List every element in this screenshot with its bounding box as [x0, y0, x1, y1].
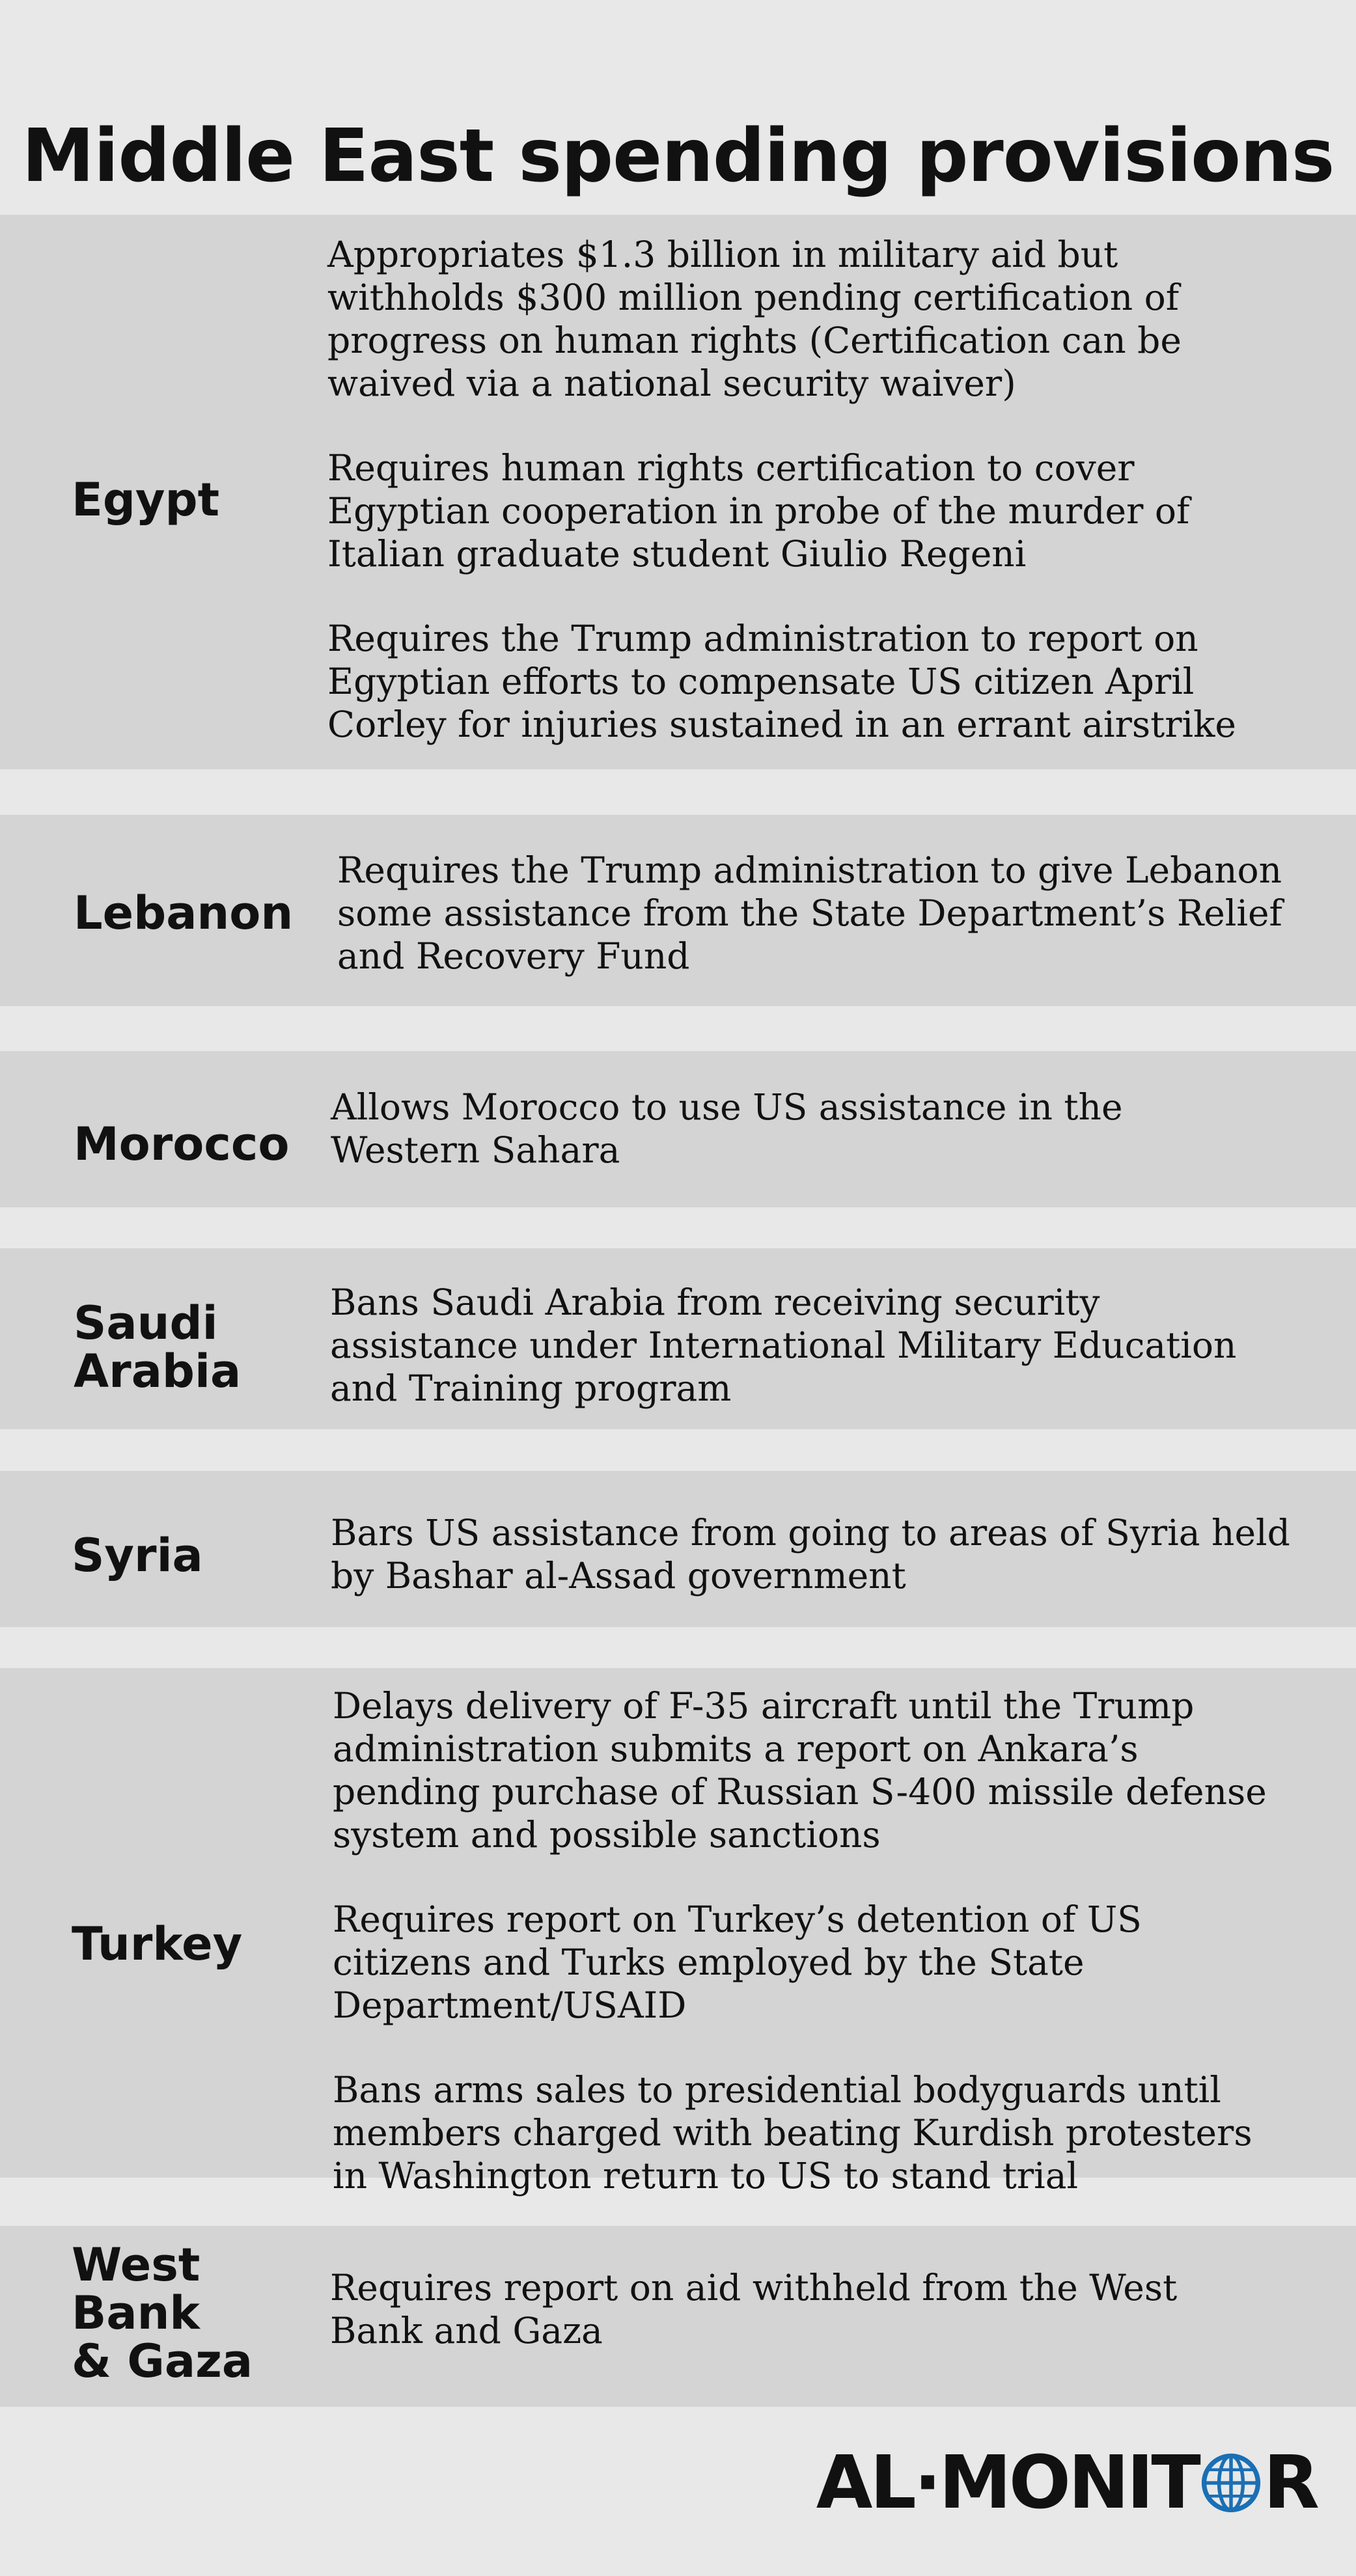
provision-item: Requires the Trump administration to give Lebanon some assistance from the State Department’s Relief and Recovery Fund	[337, 849, 1282, 977]
country-label: West Bank & Gaza	[72, 2238, 253, 2388]
globe-icon	[1201, 2453, 1261, 2513]
provision-item: Requires the Trump administration to report on Egyptian efforts to compensate US citizen April Corley for injuries sustained in an errant airstrike	[327, 618, 1236, 745]
provision-list	[330, 1281, 1280, 1410]
provision-item: Allows Morocco to use US assistance in the Western Sahara	[331, 1086, 1123, 1171]
provision-item: Requires report on Turkey’s detention of US citizens and Turks employed by the State Department/USAID	[333, 1898, 1142, 2026]
provision-item: Requires report on aid withheld from the West Bank and Gaza	[330, 2267, 1178, 2351]
logo-text-left: AL·MONIT	[816, 2441, 1198, 2525]
provision-list	[331, 1086, 1242, 1172]
country-label: Egypt	[72, 473, 220, 527]
country-label: Lebanon	[74, 886, 294, 940]
provision-list	[333, 1684, 1283, 2197]
provision-list	[330, 2266, 1254, 2352]
page-title: Middle East spending provisions	[21, 114, 1335, 199]
provision-item: Requires human rights certification to cover Egyptian cooperation in probe of the murder of Italian graduate student Giulio Regeni	[327, 447, 1190, 575]
logo-text-right: R	[1263, 2441, 1317, 2525]
provision-item: Delays delivery of F-35 aircraft until the Trump administration submits a report on Ankara’s pending purchase of Russian S-400 missile defense system and possible sanctions	[333, 1685, 1267, 1856]
provision-list	[337, 849, 1301, 978]
country-label: Morocco	[74, 1117, 290, 1171]
provision-item: Appropriates $1.3 billion in military aid but withholds $300 million pending certification of progress on human rights (Certification can be waived via a national security waiver)	[327, 234, 1182, 404]
al-monitor-logo	[816, 2441, 1317, 2525]
provision-list	[327, 233, 1271, 746]
provision-item: Bars US assistance from going to areas of Syria held by Bashar al-Assad government	[331, 1512, 1290, 1596]
provision-list	[331, 1511, 1294, 1597]
country-label: Saudi Arabia	[74, 1296, 242, 1398]
provision-item: Bans arms sales to presidential bodyguards until members charged with beating Kurdish protesters in Washington return to US to stand trial	[333, 2069, 1252, 2197]
country-label: Turkey	[72, 1917, 243, 1971]
provision-item: Bans Saudi Arabia from receiving security assistance under International Military Education and Training program	[330, 1281, 1237, 1409]
country-label: Syria	[72, 1529, 203, 1582]
